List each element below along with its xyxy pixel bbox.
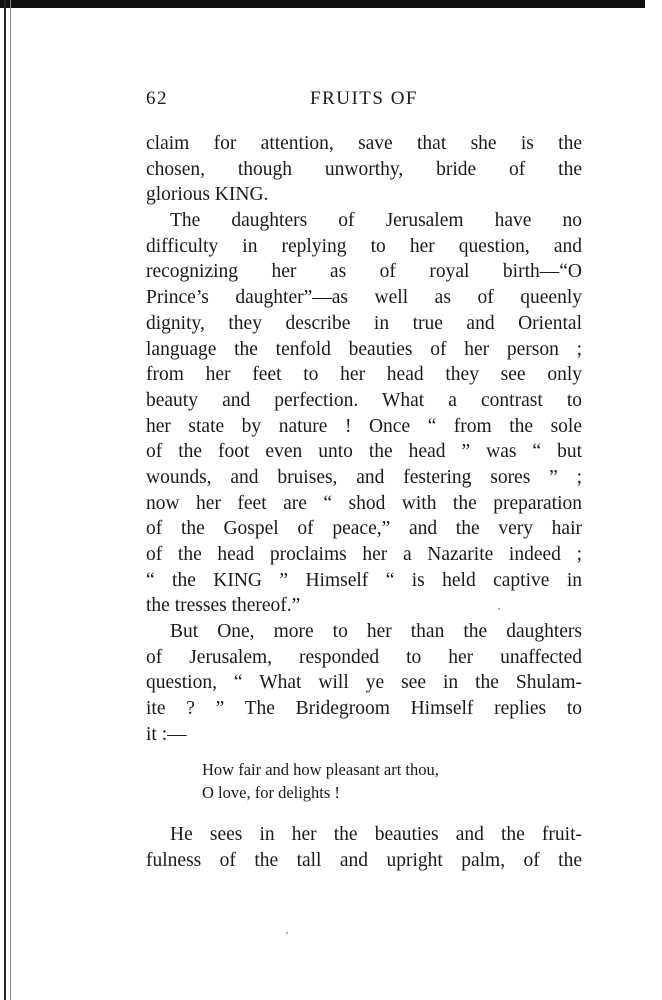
poem-quote [202, 758, 439, 804]
text-line: recognizing her as of royal birth—“O [146, 261, 582, 283]
top-page-edge [0, 0, 645, 8]
text-line: chosen, though unworthy, bride of the [146, 158, 582, 180]
text-line: He sees in her the beauties and the fruit- [170, 824, 582, 845]
text-line: ite ? ” The Bridegroom Himself replies to [146, 698, 582, 720]
text-line: it :— [146, 723, 187, 745]
text-line: claim for attention, save that she is the [146, 133, 582, 154]
paragraph-4 [146, 822, 582, 873]
paragraph-2 [146, 208, 582, 619]
text-line: wounds, and bruises, and festering sores ” ; [146, 466, 582, 488]
text-line: glorious KING. [146, 184, 269, 206]
body-text-top [146, 131, 582, 748]
page-header [146, 88, 582, 114]
text-line: The daughters of Jerusalem have no [170, 210, 582, 232]
poem-line: O love, for delights ! [202, 783, 340, 802]
text-line: of Jerusalem, responded to her unaffected [146, 646, 582, 668]
text-line: But One, more to her than the daughters [170, 621, 582, 643]
text-line: difficulty in replying to her question, and [146, 235, 582, 257]
text-line: question, “ What will ye see in the Shulam- [146, 672, 582, 694]
text-line: of the foot even unto the head ” was “ but [146, 441, 582, 463]
text-line: from her feet to her head they see only [146, 364, 582, 386]
text-line: the tresses thereof.” [146, 595, 301, 617]
poem-line: How fair and how pleasant art thou, [202, 760, 439, 779]
body-text-bottom [146, 822, 582, 873]
text-line: “ the KING ” Himself “ is held captive in [146, 569, 582, 591]
text-line: of the Gospel of peace,” and the very hair [146, 518, 582, 540]
paragraph-3 [146, 619, 582, 747]
text-line: fulness of the tall and upright palm, of the [146, 849, 582, 871]
text-line: language the tenfold beauties of her person ; [146, 338, 582, 360]
text-line: Prince’s daughter”—as well as of queenly [146, 287, 582, 309]
page-number: 62 [146, 88, 168, 109]
paragraph-1 [146, 131, 582, 208]
text-line: dignity, they describe in true and Oriental [146, 312, 582, 334]
text-line: now her feet are “ shod with the preparation [146, 492, 582, 514]
running-head: FRUITS OF [310, 88, 418, 109]
text-line: of the head proclaims her a Nazarite indeed ; [146, 544, 582, 565]
paper-speck [498, 608, 500, 610]
left-page-edge-inner [10, 0, 11, 1000]
text-line: beauty and perfection. What a contrast to [146, 389, 582, 411]
text-line: her state by nature ! Once “ from the sole [146, 415, 582, 437]
left-page-edge [4, 0, 6, 1000]
paper-speck [286, 932, 288, 934]
